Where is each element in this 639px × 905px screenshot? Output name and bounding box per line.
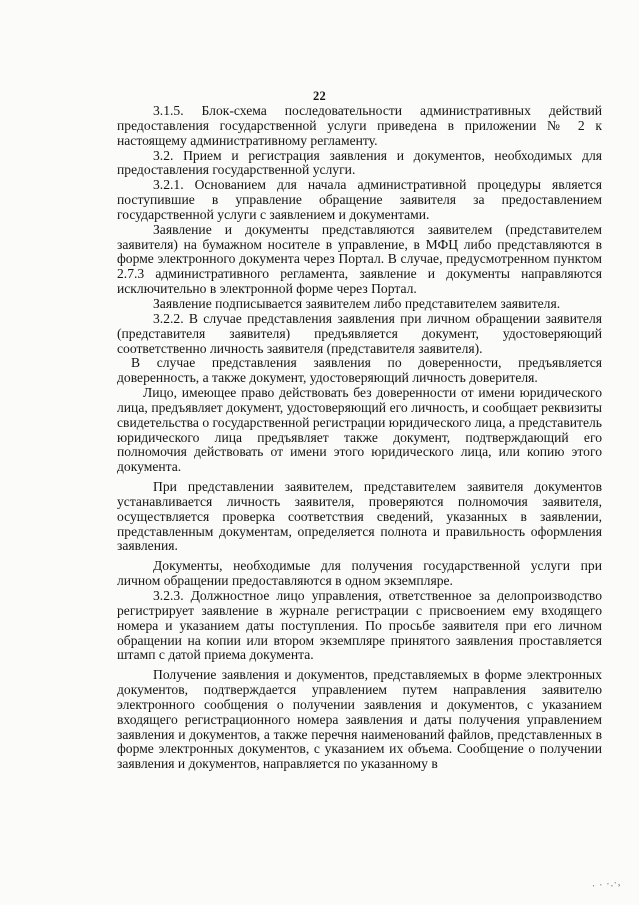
paragraph-signature: Заявление подписывается заявителем либо представителем заявителя. — [153, 295, 561, 311]
paragraph-submission-methods: Заявление и документы представляются заявителем (представителем заявителя) на бумажном носителе в управление, в МФЦ либо представляются в форме электронного документа через Портал. В случае, предусмотренном пунктом 2.7.3 административного регламента, заявление и документы направляются исключительно в электронной форме через Портал. — [117, 221, 602, 297]
paragraph-3-2-3: 3.2.3. Должностное лицо управления, ответственное за делопроизводство регистрирует заявление в журнале регистрации с присвоением ему входящего номера и указанием даты поступления. По просьбе заявителя при его личном обращении на копии или втором экземпляре принятого заявления проставляется штамп с датой приема документа. — [117, 588, 602, 663]
paragraph-legal-entity: Лицо, имеющее право действовать без доверенности от имени юридического лица, предъявляет документ, удостоверяющий его личность, и сообщает реквизиты свидетельства о государственной регистрации юридического лица, а представитель юридического лица предъявляет также документ, подтверждающий его полномочия действовать от имени этого юридического лица, или копию этого документа. — [117, 385, 602, 475]
scan-noise-marks: · · ·.·, — [591, 877, 622, 891]
page-number: 22 — [312, 89, 327, 103]
paragraph-3-2-2: 3.2.2. В случае представления заявления при личном обращении заявителя (представителя заявителя) предъявляется документ, удостоверяющий соответственно личность заявителя (представителя заявителя). — [117, 310, 602, 356]
paragraph-3-2: 3.2. Прием и регистрация заявления и документов, необходимых для предоставления государственной услуги. — [117, 147, 602, 178]
paragraph-3-2-1: 3.2.1. Основанием для начала административной процедуры является поступившие в управление обращение заявителя за предоставлением государственной услуги с заявлением и документами. — [117, 177, 602, 222]
document-body — [117, 104, 602, 772]
paragraph-electronic-receipt: Получение заявления и документов, представляемых в форме электронных документов, подтверждается управлением путем направления заявителю электронного сообщения о получении заявления и документов, с указанием входящего регистрационного номера заявления и даты получения управлением заявления и документов, а также перечня наименований файлов, представленных в форме электронных документов, с указанием их объема. Сообщение о получении заявления и документов, направляется по указанному в — [117, 667, 602, 772]
paragraph-identity-check: При представлении заявителем, представителем заявителя документов устанавливается личность заявителя, проверяются полномочия заявителя, осуществляется проверка соответствия сведений, указанных в заявлении, представленным документам, определяется полнота и правильность оформления заявления. — [117, 479, 602, 554]
paragraph-3-1-5: 3.1.5. Блок-схема последовательности административных действий предоставления государственной услуги приведена в приложении № 2 к настоящему административному регламенту. — [117, 103, 602, 148]
paragraph-single-copy: Документы, необходимые для получения государственной услуги при личном обращении предоставляются в одном экземпляре. — [117, 558, 602, 589]
paragraph-power-of-attorney: В случае представления заявления по доверенности, предъявляется доверенность, а также документ, удостоверяющий личность доверителя. — [117, 355, 602, 386]
